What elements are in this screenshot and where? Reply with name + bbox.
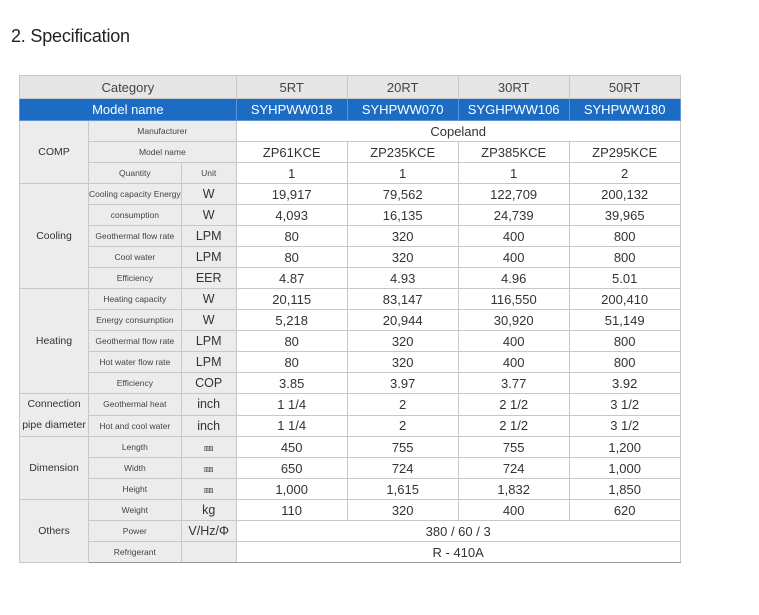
table-row <box>20 331 681 352</box>
value-cell: 3.97 <box>347 373 458 394</box>
value-cell: 800 <box>569 352 680 373</box>
unit-cell: W <box>181 310 236 331</box>
table-row <box>20 500 681 521</box>
value-cell: 3.92 <box>569 373 680 394</box>
capacity-header: 50RT <box>569 76 680 99</box>
specification-table <box>19 75 681 563</box>
value-cell: 320 <box>347 247 458 268</box>
value-cell: 2 1/2 <box>458 415 569 437</box>
value-cell: 110 <box>236 500 347 521</box>
unit-cell: ㎜ <box>181 437 236 458</box>
unit-cell: kg <box>181 500 236 521</box>
unit-cell: W <box>181 205 236 226</box>
value-cell: 1 1/4 <box>236 394 347 416</box>
value-cell: ZP61KCE <box>236 142 347 163</box>
row-label: consumption <box>89 205 182 226</box>
value-cell: 80 <box>236 352 347 373</box>
group-label: Cooling <box>20 184 89 289</box>
value-cell: R - 410A <box>236 542 680 563</box>
capacity-header: 20RT <box>347 76 458 99</box>
value-cell: 800 <box>569 331 680 352</box>
value-cell: 19,917 <box>236 184 347 205</box>
value-cell: Copeland <box>236 121 680 142</box>
group-label: Others <box>20 500 89 563</box>
value-cell: 5,218 <box>236 310 347 331</box>
unit-cell: LPM <box>181 331 236 352</box>
row-label: Height <box>89 479 182 500</box>
value-cell: 800 <box>569 247 680 268</box>
unit-cell: inch <box>181 394 236 416</box>
value-cell: ZP385KCE <box>458 142 569 163</box>
value-cell: 80 <box>236 331 347 352</box>
unit-cell: LPM <box>181 352 236 373</box>
value-cell: 3 1/2 <box>569 394 680 416</box>
row-label: Efficiency <box>89 268 182 289</box>
value-cell: 320 <box>347 500 458 521</box>
group-label: COMP <box>20 121 89 184</box>
value-cell: 2 1/2 <box>458 394 569 416</box>
row-label: Efficiency <box>89 373 182 394</box>
value-cell: 39,965 <box>569 205 680 226</box>
value-cell: 200,132 <box>569 184 680 205</box>
model-name-header: SYHPWW018 <box>236 99 347 121</box>
value-cell: 4,093 <box>236 205 347 226</box>
value-cell: 724 <box>347 458 458 479</box>
value-cell: 400 <box>458 500 569 521</box>
model-name-header: SYHPWW070 <box>347 99 458 121</box>
value-cell: 1 <box>236 163 347 184</box>
table-row <box>20 542 681 563</box>
table-row <box>20 458 681 479</box>
unit-cell: LPM <box>181 247 236 268</box>
row-label: Cool water <box>89 247 182 268</box>
section-title: 2. Specification <box>11 26 130 46</box>
row-label: Geothermal heat <box>89 394 182 416</box>
group-label: Dimension <box>20 437 89 500</box>
value-cell: 400 <box>458 331 569 352</box>
row-label: Hot and cool water <box>89 415 182 437</box>
unit-cell: W <box>181 184 236 205</box>
value-cell: 1,200 <box>569 437 680 458</box>
table-row <box>20 373 681 394</box>
value-cell: 200,410 <box>569 289 680 310</box>
value-cell: 5.01 <box>569 268 680 289</box>
value-cell: 320 <box>347 352 458 373</box>
value-cell: 2 <box>347 394 458 416</box>
value-cell: 650 <box>236 458 347 479</box>
value-cell: 3.85 <box>236 373 347 394</box>
value-cell: 24,739 <box>458 205 569 226</box>
value-cell: 4.96 <box>458 268 569 289</box>
value-cell: 400 <box>458 352 569 373</box>
value-cell: 122,709 <box>458 184 569 205</box>
category-label: Category <box>20 76 237 99</box>
row-label: Weight <box>89 500 182 521</box>
value-cell: 51,149 <box>569 310 680 331</box>
unit-cell: V/Hz/Φ <box>181 521 236 542</box>
table-row <box>20 247 681 268</box>
value-cell: 3.77 <box>458 373 569 394</box>
value-cell: 80 <box>236 226 347 247</box>
value-cell: 4.87 <box>236 268 347 289</box>
table-row <box>20 437 681 458</box>
group-label <box>20 394 89 437</box>
row-label: Geothermal flow rate <box>89 226 182 247</box>
value-cell: 79,562 <box>347 184 458 205</box>
unit-cell <box>181 542 236 563</box>
model-name-header: SYGHPWW106 <box>458 99 569 121</box>
table-row <box>20 415 681 437</box>
value-cell: 450 <box>236 437 347 458</box>
group-label: Heating <box>20 289 89 394</box>
model-name-header: SYHPWW180 <box>569 99 680 121</box>
value-cell: 1,000 <box>569 458 680 479</box>
row-label: Energy consumption <box>89 310 182 331</box>
row-label: Length <box>89 437 182 458</box>
table-row <box>20 142 681 163</box>
value-cell: 16,135 <box>347 205 458 226</box>
table-row <box>20 310 681 331</box>
value-cell: 620 <box>569 500 680 521</box>
value-cell: 30,920 <box>458 310 569 331</box>
row-label: Heating capacity <box>89 289 182 310</box>
table-row <box>20 394 681 416</box>
value-cell: 20,115 <box>236 289 347 310</box>
value-cell: 1 <box>458 163 569 184</box>
unit-cell: Unit <box>181 163 236 184</box>
value-cell: 1,850 <box>569 479 680 500</box>
unit-cell: LPM <box>181 226 236 247</box>
model-name-row <box>20 99 681 121</box>
table-row <box>20 268 681 289</box>
table-row <box>20 289 681 310</box>
capacity-header: 5RT <box>236 76 347 99</box>
value-cell: 320 <box>347 331 458 352</box>
row-label: Refrigerant <box>89 542 182 563</box>
value-cell: 83,147 <box>347 289 458 310</box>
value-cell: 1 <box>347 163 458 184</box>
value-cell: 2 <box>569 163 680 184</box>
table-row <box>20 205 681 226</box>
value-cell: ZP235KCE <box>347 142 458 163</box>
value-cell: 400 <box>458 226 569 247</box>
unit-cell: inch <box>181 415 236 437</box>
value-cell: 1,000 <box>236 479 347 500</box>
value-cell: 1 1/4 <box>236 415 347 437</box>
table-row <box>20 521 681 542</box>
group-label-line: pipe diameter <box>22 419 86 431</box>
value-cell: 1,832 <box>458 479 569 500</box>
value-cell: ZP295KCE <box>569 142 680 163</box>
table-row <box>20 121 681 142</box>
value-cell: 80 <box>236 247 347 268</box>
row-label: Width <box>89 458 182 479</box>
value-cell: 800 <box>569 226 680 247</box>
row-label: Quantity <box>89 163 182 184</box>
value-cell: 320 <box>347 226 458 247</box>
value-cell: 755 <box>458 437 569 458</box>
row-label: Cooling capacity Energy <box>89 184 182 205</box>
table-row <box>20 226 681 247</box>
value-cell: 20,944 <box>347 310 458 331</box>
value-cell: 3 1/2 <box>569 415 680 437</box>
table-row <box>20 163 681 184</box>
row-label: Hot water flow rate <box>89 352 182 373</box>
value-cell: 2 <box>347 415 458 437</box>
category-row <box>20 76 681 99</box>
unit-cell: EER <box>181 268 236 289</box>
row-label: Manufacturer <box>89 121 237 142</box>
unit-cell: W <box>181 289 236 310</box>
model-name-label: Model name <box>20 99 237 121</box>
value-cell: 724 <box>458 458 569 479</box>
unit-cell: ㎜ <box>181 479 236 500</box>
value-cell: 1,615 <box>347 479 458 500</box>
unit-cell: ㎜ <box>181 458 236 479</box>
capacity-header: 30RT <box>458 76 569 99</box>
value-cell: 4.93 <box>347 268 458 289</box>
group-label-line: Connection <box>27 398 81 410</box>
row-label: Geothermal flow rate <box>89 331 182 352</box>
row-label: Model name <box>89 142 237 163</box>
value-cell: 755 <box>347 437 458 458</box>
row-label: Power <box>89 521 182 542</box>
value-cell: 380 / 60 / 3 <box>236 521 680 542</box>
value-cell: 400 <box>458 247 569 268</box>
table-row <box>20 479 681 500</box>
unit-cell: COP <box>181 373 236 394</box>
value-cell: 116,550 <box>458 289 569 310</box>
table-row <box>20 352 681 373</box>
table-row <box>20 184 681 205</box>
